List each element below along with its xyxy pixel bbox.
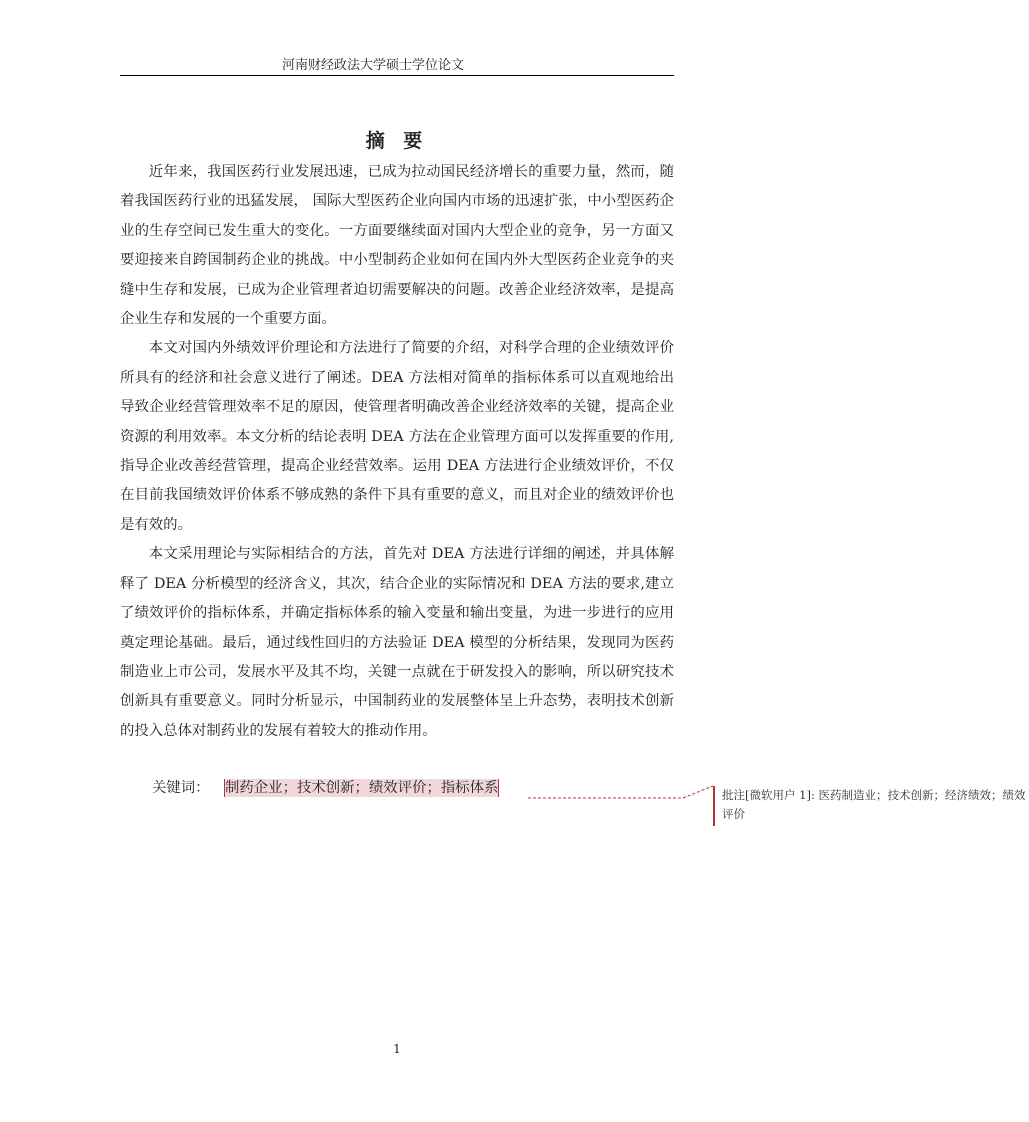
abstract-paragraph-2: 本文对国内外绩效评价理论和方法进行了简要的介绍，对科学合理的企业绩效评价所具有的经济和社会意义进行了阐述。DEA 方法相对简单的指标体系可以直观地给出导致企业经营管理效率不足的原因，使管理者明确改善企业经济效率的关键，提高企业资源的利用效率。本文分析的结论表明 DEA 方法在企业管理方面可以发挥重要的作用,指导企业改善经营管理，提高企业经营效率。运用 DEA 方法进行企业绩效评价，不仅在目前我国绩效评价体系不够成熟的条件下具有重要的意义，而且对企业的绩效评价也是有效的。 [120,340,674,533]
abstract-paragraph-1: 近年来，我国医药行业发展迅速，已成为拉动国民经济增长的重要力量，然而，随着我国医药行业的迅猛发展， 国际大型医药企业向国内市场的迅速扩张，中小型医药企业的生存空间已发生重大的变化。一方面要继续面对国内大型企业的竞争，另一方面又要迎接来自跨国制药企业的挑战。中小型制药企业如何在国内外大型医药企业竞争的夹缝中生存和发展，已成为企业管理者迫切需要解决的问题。改善企业经济效率，是提高企业生存和发展的一个重要方面。 [120,164,674,328]
running-header-text: 河南财经政法大学硕士学位论文 [281,58,464,73]
abstract-title: 摘 要 [365,130,429,152]
keywords-label: 关键词： [152,780,210,796]
page-number: 1 [393,1042,401,1056]
running-header [120,57,674,76]
keywords-line [152,775,499,801]
keywords-commented-text[interactable]: 制药企业；技术创新；绩效评价；指标体系 [225,780,499,796]
abstract-paragraph-3: 本文采用理论与实际相结合的方法，首先对 DEA 方法进行详细的阐述，并具体解释了 DEA 分析模型的经济含义，其次，结合企业的实际情况和 DEA 方法的要求,建立了绩效评价的指标体系，并确定指标体系的输入变量和输出变量，为进一步进行的应用奠定理论基础。最后，通过线性回归的方法验证 DEA 模型的分析结果，发现同为医药制造业上市公司，发展水平及其不均，关键一点就在于研发投入的影响，所以研究技术创新具有重要意义。同时分析显示，中国制药业的发展整体呈上升态势，表明技术创新的投入总体对制药业的发展有着较大的推动作用。 [120,546,674,739]
comment-text: 批注[微软用户 1]: 医药制造业；技术创新；经济绩效；绩效评价 [722,788,1026,821]
abstract-body [120,158,674,746]
comment-balloon[interactable] [713,786,1029,826]
